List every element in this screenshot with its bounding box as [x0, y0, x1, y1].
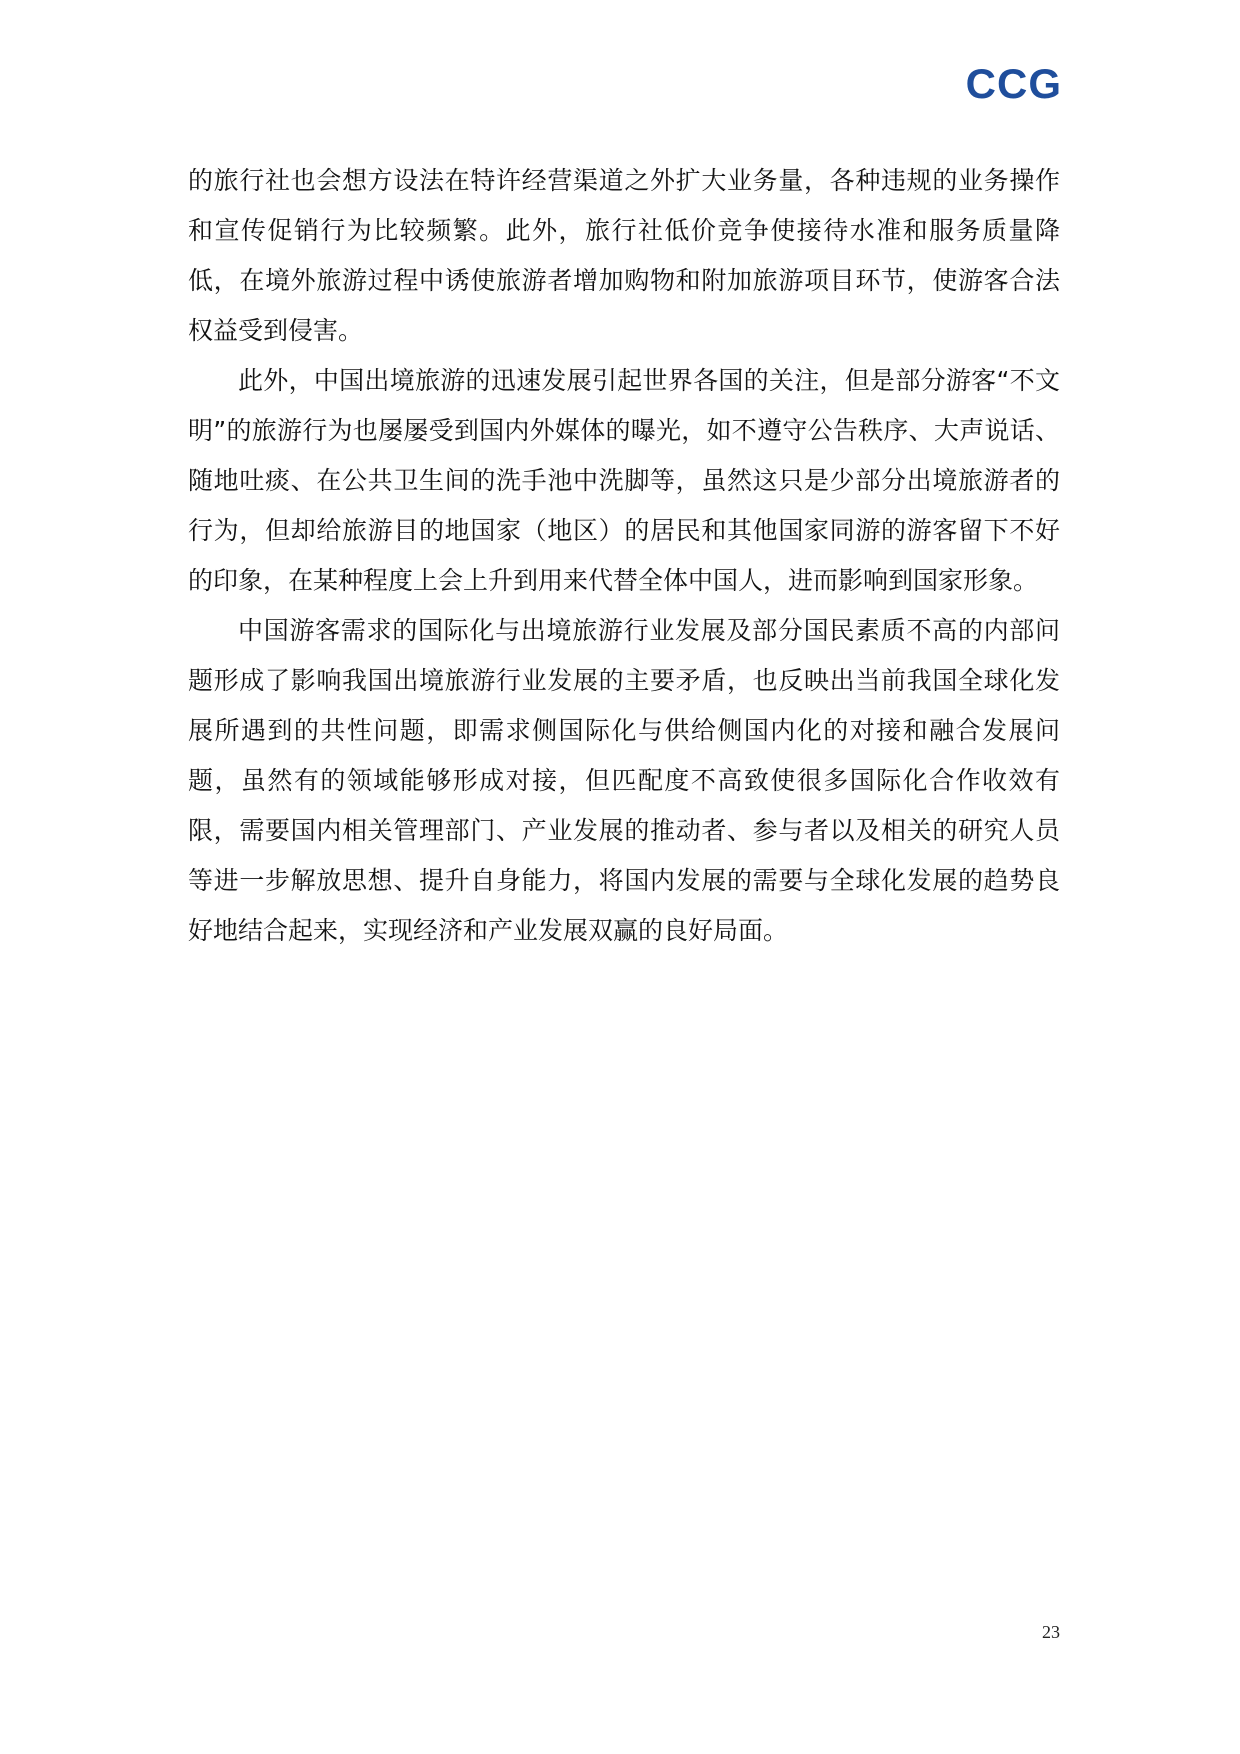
ccg-logo: CCG — [965, 60, 1062, 107]
document-body — [188, 156, 1060, 956]
paragraph-continuation: 的旅行社也会想方设法在特许经营渠道之外扩大业务量，各种违规的业务操作和宣传促销行为比较频繁。此外，旅行社低价竞争使接待水准和服务质量降低，在境外旅游过程中诱使旅游者增加购物和附加旅游项目环节，使游客合法权益受到侵害。 — [188, 166, 1060, 345]
page-number: 23 — [1042, 1622, 1060, 1642]
paragraph-main-contradiction: 中国游客需求的国际化与出境旅游行业发展及部分国民素质不高的内部问题形成了影响我国出境旅游行业发展的主要矛盾，也反映出当前我国全球化发展所遇到的共性问题，即需求侧国际化与供给侧国内化的对接和融合发展问题，虽然有的领域能够形成对接，但匹配度不高致使很多国际化合作收效有限，需要国内相关管理部门、产业发展的推动者、参与者以及相关的研究人员等进一步解放思想、提升自身能力，将国内发展的需要与全球化发展的趋势良好地结合起来，实现经济和产业发展双赢的良好局面。 — [188, 616, 1060, 945]
paragraph-uncivil-behavior: 此外，中国出境旅游的迅速发展引起世界各国的关注，但是部分游客“不文明”的旅游行为也屡屡受到国内外媒体的曝光，如不遵守公告秩序、大声说话、随地吐痰、在公共卫生间的洗手池中洗脚等，虽然这只是少部分出境旅游者的行为，但却给旅游目的地国家（地区）的居民和其他国家同游的游客留下不好的印象，在某种程度上会上升到用来代替全体中国人，进而影响到国家形象。 — [188, 366, 1060, 595]
